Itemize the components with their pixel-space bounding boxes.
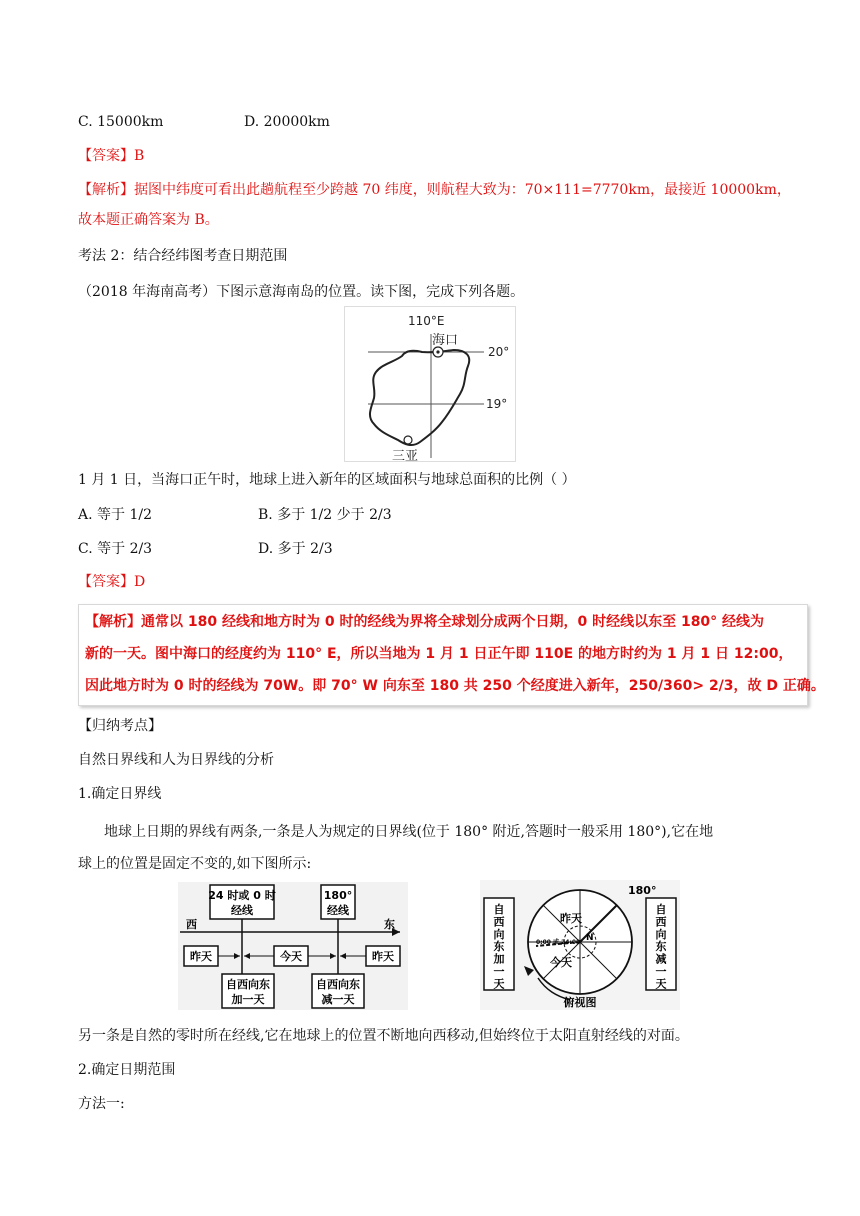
q2-intro: （2018 年海南高考）下图示意海南岛的位置。读下图，完成下列各题。 [78, 284, 525, 300]
right_box-char: 天 [655, 977, 667, 991]
box-zero-line2: 经线 [231, 904, 253, 917]
q1-analysis-line2: 故本题正确答案为 B。 [78, 212, 219, 228]
left_box-char: 天 [493, 977, 505, 991]
right_box-char: 自 [655, 903, 667, 916]
box-zero-line1: 24 时或 0 时 [208, 889, 276, 902]
left_box-char: 加 [493, 952, 505, 966]
east-label: 东 [384, 918, 395, 931]
city-haikou: 海口 [432, 333, 459, 348]
dateline-polar-diagram [480, 880, 680, 1010]
summary-subtitle: 自然日界线和人为日界线的分析 [78, 752, 274, 768]
q2-option-a: A. 等于 1/2 [78, 507, 152, 523]
method2-title: 考法 2：结合经纬图考查日期范围 [78, 248, 288, 264]
q2-analysis-line1: 【解析】通常以 180 经线和地方时为 0 时的经线为界将全球划分成两个日期，0 时经线以东至 180° 经线为 [85, 614, 765, 630]
q2-answer: 【答案】D [78, 574, 146, 590]
q1-option-c: C. 15000km [78, 114, 164, 130]
para1-line1: 地球上日期的界线有两条,一条是人为规定的日界线(位于 180° 附近,答题时一般采用 180°),它在地 [104, 824, 714, 840]
para2: 另一条是自然的零时所在经线,它在地球上的位置不断地向西移动,但始终位于太阳直射经线的对面。 [78, 1028, 689, 1044]
method1: 方法一: [78, 1096, 125, 1112]
polar-zero-label: 0:00 或 24:00 [536, 939, 581, 946]
point2-title: 2.确定日期范围 [78, 1062, 176, 1078]
sub-line2: 减一天 [321, 993, 355, 1006]
right_box-char: 东 [655, 940, 667, 954]
q2-option-c: C. 等于 2/3 [78, 541, 153, 557]
right_box-char: 西 [655, 915, 667, 929]
add-line1: 自西向东 [226, 978, 270, 991]
dateline-linear-diagram [178, 882, 408, 1010]
box-180-line1: 180° [323, 889, 353, 902]
polar-today: 今天 [550, 956, 572, 969]
today-label: 今天 [280, 950, 302, 963]
west-label: 西 [186, 918, 197, 931]
map-frame [345, 307, 516, 462]
lat20-label: 20° [488, 345, 510, 359]
q2-analysis-box [78, 604, 825, 706]
polar-yesterday: 昨天 [560, 912, 582, 925]
point1-title: 1.确定日界线 [78, 786, 162, 802]
right_box-char: 一 [655, 965, 667, 978]
polar-caption: 俯视图 [563, 996, 597, 1009]
q1-option-d: D. 20000km [244, 114, 330, 130]
add-line2: 加一天 [231, 993, 265, 1006]
sanya-marker [404, 436, 412, 444]
haikou-marker-dot [436, 350, 439, 353]
city-sanya: 三亚 [392, 449, 419, 462]
right_box-char: 向 [655, 927, 667, 941]
para1-line2: 球上的位置是固定不变的,如下图所示: [78, 856, 312, 872]
left-box-text [494, 902, 505, 990]
sub-line1: 自西向东 [316, 978, 360, 991]
right-box-text [656, 902, 667, 990]
left_box-char: 自 [493, 903, 505, 916]
q2-option-d: D. 多于 2/3 [258, 541, 333, 557]
q1-answer: 【答案】B [78, 148, 145, 164]
q2-analysis-line3: 因此地方时为 0 时的经线为 70W。即 70° W 向东至 180 共 250 个经度进入新年，250/360> 2/3，故 D 正确。 [85, 678, 825, 694]
q1-analysis-line1: 【解析】据图中纬度可看出此趟航程至少跨越 70 纬度，则航程大致为：70×111=7770km，最接近 10000km， [78, 182, 791, 198]
polar-north: N [586, 933, 594, 943]
lat19-label: 19° [486, 397, 508, 411]
yesterday-left: 昨天 [190, 950, 212, 963]
q2-analysis-line2: 新的一天。图中海口的经度约为 110° E，所以当地为 1 月 1 日正午即 110E 的地方时约为 1 月 1 日 12:00， [85, 646, 793, 662]
box-180-line2: 经线 [327, 904, 349, 917]
summary-heading: 【归纳考点】 [78, 718, 162, 734]
right_box-char: 减 [655, 952, 667, 966]
q2-option-b: B. 多于 1/2 少于 2/3 [258, 507, 392, 523]
left_box-char: 一 [493, 965, 505, 978]
lon-label: 110°E [408, 314, 445, 328]
left_box-char: 东 [493, 940, 505, 954]
q2-question: 1 月 1 日，当海口正午时，地球上进入新年的区域面积与地球总面积的比例（ ） [78, 472, 576, 488]
left_box-char: 西 [493, 915, 505, 929]
hainan-map-figure [344, 306, 516, 462]
yesterday-right: 昨天 [372, 950, 394, 963]
left_box-char: 向 [493, 927, 505, 941]
polar-180-label: 180° [628, 884, 657, 897]
